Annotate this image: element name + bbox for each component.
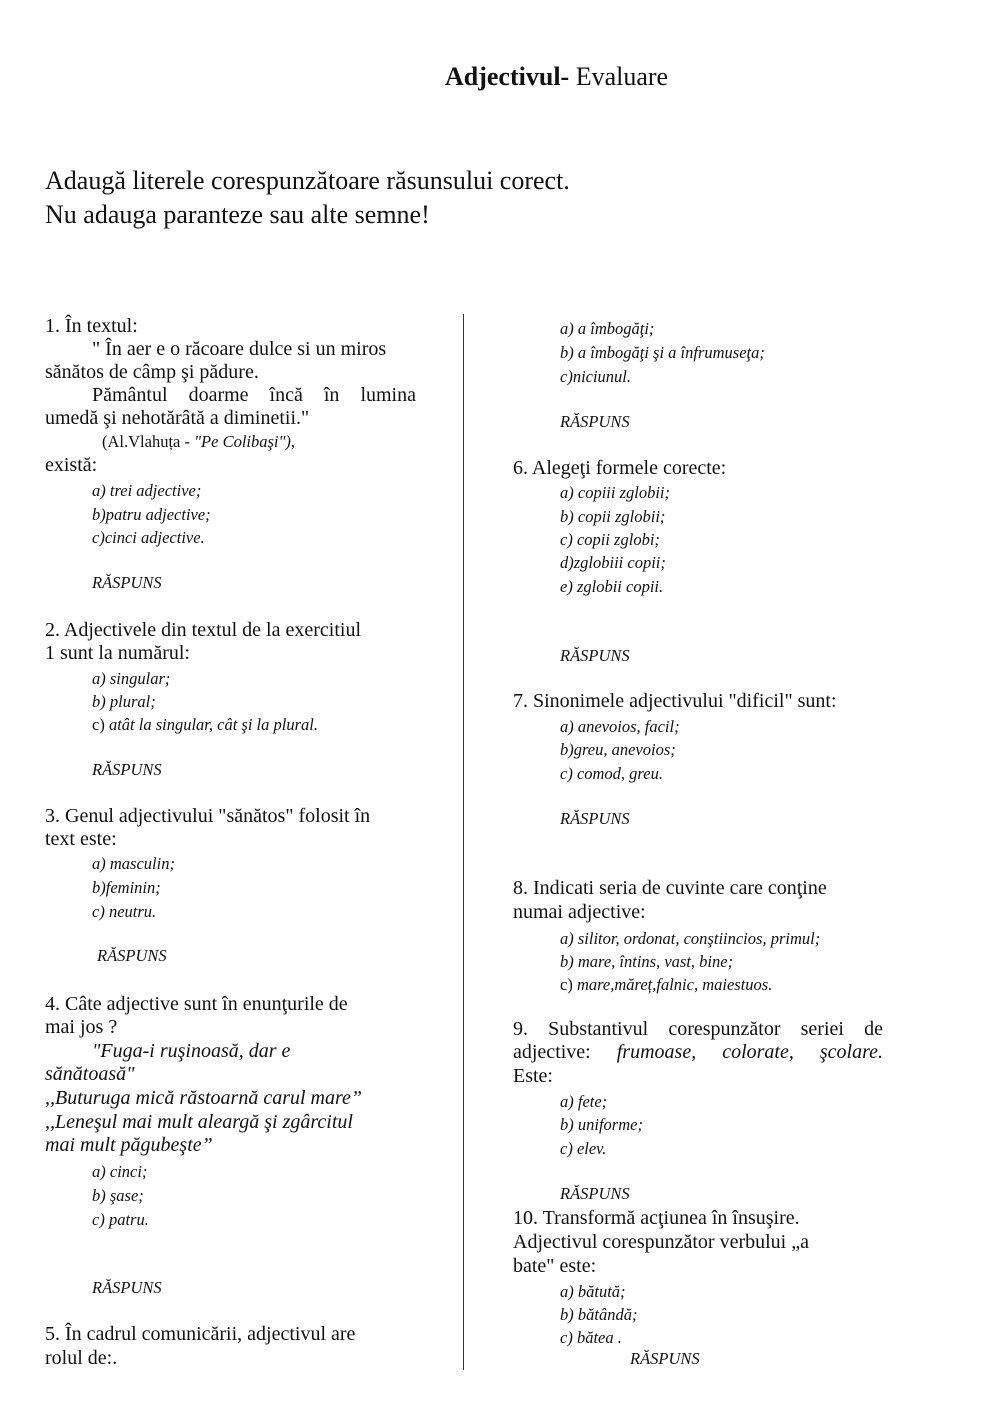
- q5-option-a: a) a îmbogăţi;: [560, 319, 655, 338]
- q5-line-1: 5. În cadrul comunicării, adjectivul are: [45, 1323, 356, 1345]
- q9-line-2-italic: frumoase, colorate, şcolare.: [616, 1041, 883, 1063]
- q6-option-b: b) copii zglobii;: [560, 507, 666, 526]
- q9-line-1: 9. Substantivul corespunzător seriei de: [513, 1018, 883, 1040]
- q10-option-a: a) bătută;: [560, 1282, 626, 1301]
- column-divider: [463, 314, 464, 1370]
- q4-quote-5: mai mult păgubeşte”: [45, 1134, 213, 1156]
- q7-option-a: a) anevoios, facil;: [560, 717, 680, 736]
- q1-answer-label: RĂSPUNS: [92, 573, 162, 592]
- q2-option-b: b) plural;: [92, 692, 156, 711]
- q10-line-2: Adjectivul corespunzător verbului „a: [513, 1231, 809, 1253]
- q10-answer-label: RĂSPUNS: [630, 1349, 700, 1368]
- q3-line-2: text este:: [45, 828, 117, 850]
- q8-option-c: [560, 973, 772, 996]
- q1-source: [102, 432, 295, 452]
- q10-option-b: b) bătândă;: [560, 1305, 638, 1324]
- q9-line-2-plain: adjective:: [513, 1041, 617, 1063]
- q4-quote-3: ,,Buturuga mică răstoarnă carul mare”: [45, 1087, 363, 1109]
- q4-line-1: 4. Câte adjective sunt în enunţurile de: [45, 993, 348, 1015]
- q4-option-b: b) şase;: [92, 1186, 144, 1205]
- q8-option-b: b) mare, întins, vast, bine;: [560, 952, 734, 971]
- q9-option-a: a) fete;: [560, 1092, 608, 1111]
- q9-option-c: c) elev.: [560, 1139, 607, 1158]
- q2-option-c-letter: c): [92, 715, 105, 734]
- q3-option-a: a) masculin;: [92, 854, 175, 873]
- q2-option-c-text: atât la singular, cât şi la plural.: [104, 715, 318, 734]
- q10-option-c: c) bătea .: [560, 1328, 622, 1347]
- q3-option-b: b)feminin;: [92, 878, 161, 897]
- q6-option-a: a) copiii zglobii;: [560, 483, 670, 502]
- q8-line-1: 8. Indicati seria de cuvinte care conţine: [513, 877, 827, 899]
- q4-quote-1: "Fuga-i ruşinoasă, dar e: [92, 1040, 291, 1062]
- q7-option-b: b)greu, anevoios;: [560, 740, 676, 759]
- q9-line-2: [513, 1041, 883, 1064]
- q1-source-title: "Pe Colibaşi"),: [194, 432, 296, 451]
- q4-answer-label: RĂSPUNS: [92, 1278, 162, 1297]
- q6-line-1: 6. Alegeţi formele corecte:: [513, 457, 727, 479]
- page-title: [445, 62, 668, 92]
- q2-line-1: 2. Adjectivele din textul de la exercitiul: [45, 619, 362, 641]
- q5-option-c: c)niciunul.: [560, 367, 632, 386]
- q3-answer-label: RĂSPUNS: [97, 946, 167, 965]
- q9-line-3: Este:: [513, 1065, 553, 1087]
- q4-line-2: mai jos ?: [45, 1016, 118, 1038]
- instruction-line-2: Nu adauga paranteze sau alte semne!: [45, 200, 430, 229]
- q9-option-b: b) uniforme;: [560, 1115, 643, 1134]
- q7-answer-label: RĂSPUNS: [560, 809, 630, 828]
- q3-line-1: 3. Genul adjectivului "sănătos" folosit în: [45, 805, 371, 827]
- q1-quote-line-1: " În aer e o răcoare dulce si un miros: [92, 338, 387, 360]
- q7-line-1: 7. Sinonimele adjectivului "dificil" sunt:: [513, 690, 837, 712]
- q10-line-1: 10. Transformă acţiunea în însuşire.: [513, 1207, 800, 1229]
- title-bold: Adjectivul-: [445, 62, 570, 91]
- q6-answer-label: RĂSPUNS: [560, 646, 630, 665]
- q6-option-e: e) zglobii copii.: [560, 577, 664, 596]
- q1-quote-line-4: umedă şi nehotărâtă a diminetii.": [45, 407, 310, 429]
- q4-option-c: c) patru.: [92, 1210, 149, 1229]
- title-rest: Evaluare: [569, 62, 669, 91]
- q2-option-a: a) singular;: [92, 669, 171, 688]
- q8-option-c-letter: c): [560, 975, 573, 994]
- q4-quote-4: ,,Leneşul mai mult aleargă şi zgârcitul: [45, 1111, 353, 1133]
- q3-option-c: c) neutru.: [92, 902, 157, 921]
- q1-quote-line-2: sănătos de câmp şi pădure.: [45, 361, 259, 383]
- q8-line-2: numai adjective:: [513, 901, 646, 923]
- q1-option-a: a) trei adjective;: [92, 481, 202, 500]
- q5-option-b: b) a îmbogăţi şi a înfrumuseţa;: [560, 343, 765, 362]
- q9-answer-label: RĂSPUNS: [560, 1184, 630, 1203]
- q1-tail: există:: [45, 454, 98, 476]
- q1-quote-line-3: Pământul doarme încă în lumina: [92, 384, 416, 406]
- q6-option-d: d)zglobiii copii;: [560, 553, 666, 572]
- q2-option-c: [92, 713, 318, 736]
- q1-option-b: b)patru adjective;: [92, 505, 211, 524]
- q8-option-c-text: mare,măreț,falnic, maiestuos.: [572, 975, 773, 994]
- q6-option-c: c) copii zglobi;: [560, 530, 660, 549]
- q5-answer-label: RĂSPUNS: [560, 412, 630, 431]
- q2-line-2: 1 sunt la numărul:: [45, 642, 190, 664]
- q4-option-a: a) cinci;: [92, 1162, 148, 1181]
- q10-line-3: bate" este:: [513, 1255, 597, 1277]
- q2-answer-label: RĂSPUNS: [92, 760, 162, 779]
- instruction-line-1: Adaugă literele corespunzătoare răsunsului corect.: [45, 166, 570, 195]
- q4-quote-2: sănătoasă": [45, 1063, 135, 1085]
- q5-line-2: rolul de:.: [45, 1347, 118, 1369]
- q1-option-c: c)cinci adjective.: [92, 528, 205, 547]
- q1-source-author: (Al.Vlahuța -: [102, 432, 195, 451]
- q8-option-a: a) silitor, ordonat, conştiincios, primul;: [560, 929, 821, 948]
- q7-option-c: c) comod, greu.: [560, 764, 663, 783]
- q1-intro: 1. În textul:: [45, 315, 138, 337]
